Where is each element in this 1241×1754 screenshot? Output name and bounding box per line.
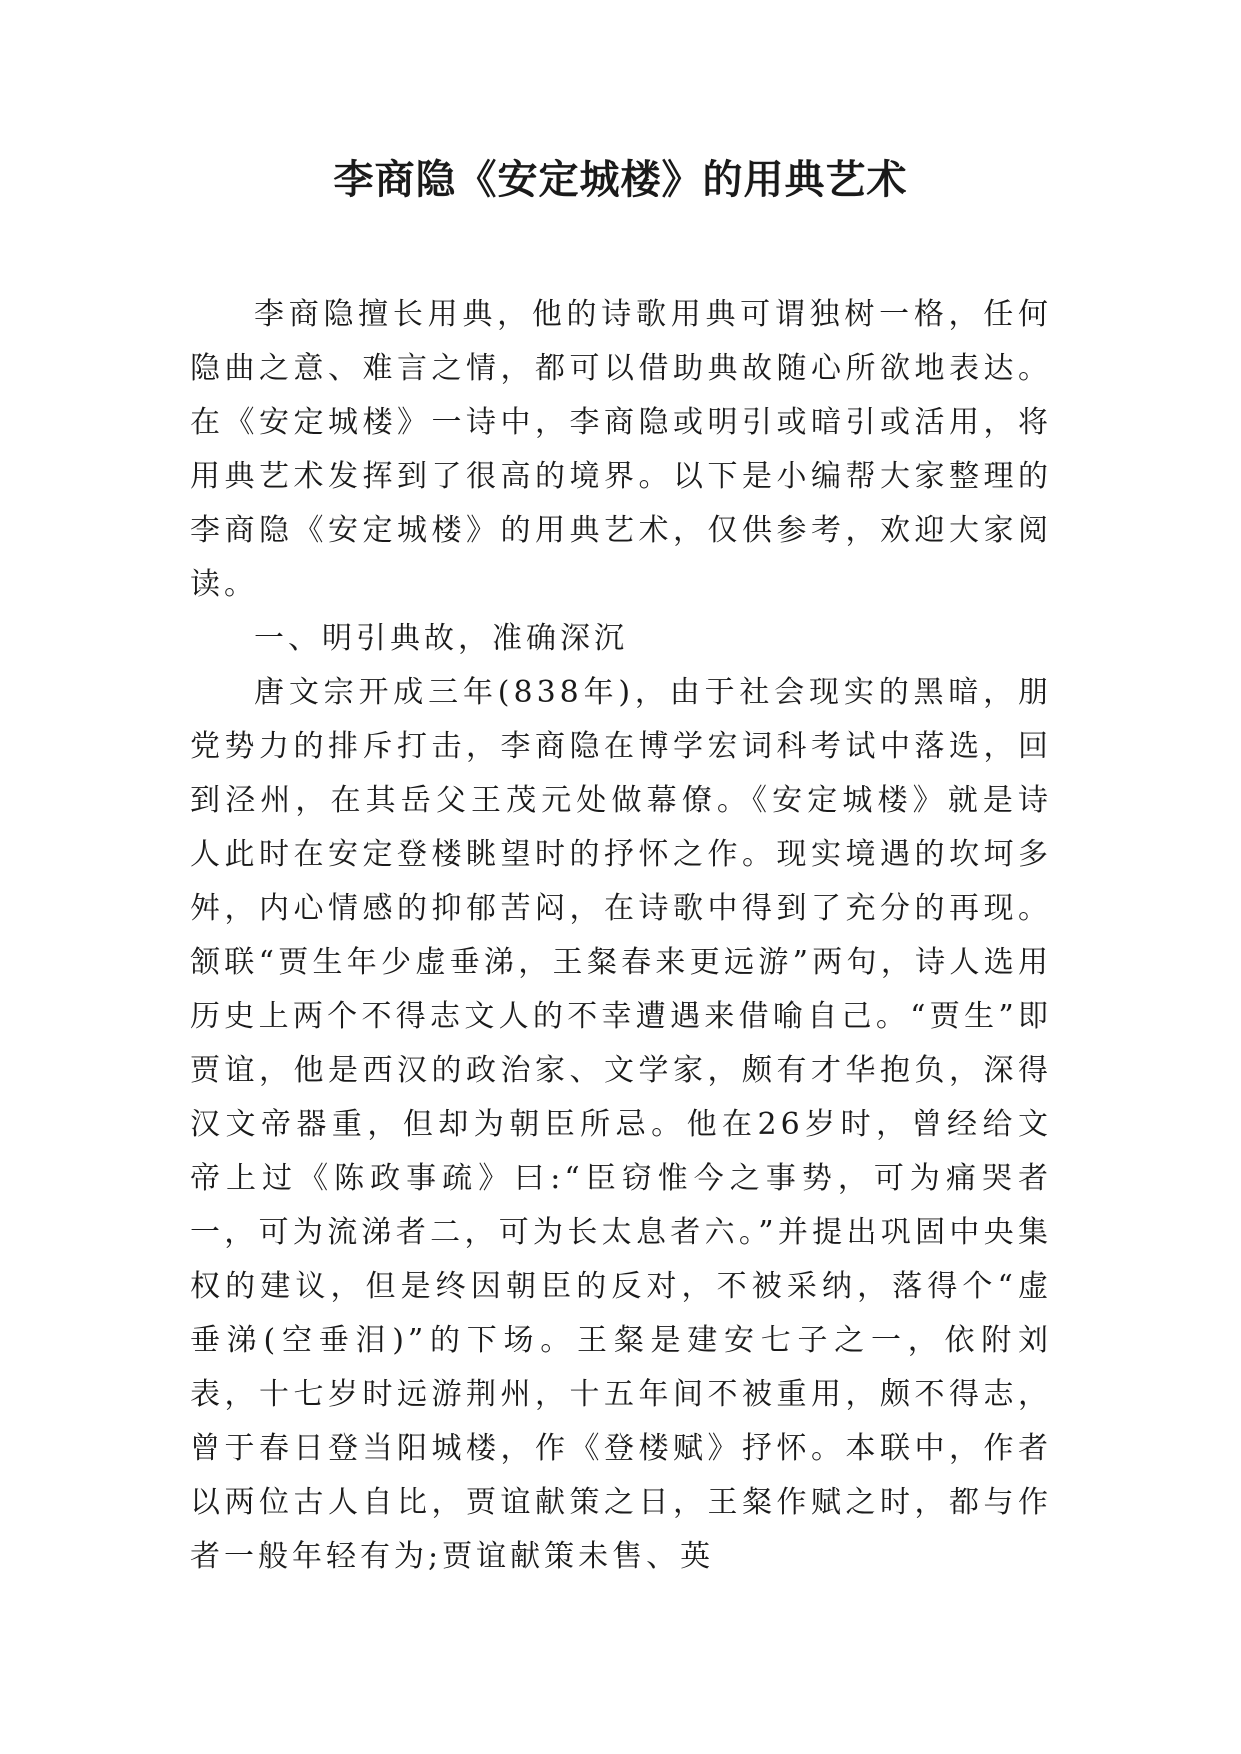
document-title: 李商隐《安定城楼》的用典艺术 [333,157,908,203]
section-heading: 一、明引典故，准确深沉 [254,621,628,656]
paragraph-body: 唐文宗开成三年(838年)，由于社会现实的黑暗，朋党势力的排斥打击，李商隐在博学宏词科考试中落选，回到泾州，在其岳父王茂元处做幕僚。《安定城楼》就是诗人此时在安定登楼眺望时的抒怀之作。现实境遇的坎坷多舛，内心情感的抑郁苦闷，在诗歌中得到了充分的再现。颔联“贾生年少虚垂涕，王粲春来更远游”两句，诗人选用历史上两个不得志文人的不幸遭遇来借喻自己。“贾生”即贾谊，他是西汉的政治家、文学家，颇有才华抱负，深得汉文帝器重，但却为朝臣所忌。他在26岁时，曾经给文帝上过《陈政事疏》曰:“臣窃惟今之事势，可为痛哭者一，可为流涕者二，可为长太息者六。”并提出巩固中央集权的建议，但是终因朝臣的反对，不被采纳，落得个“虚垂涕(空垂泪)”的下场。王粲是建安七子之一，依附刘表，十七岁时远游荆州，十五年间不被重用，颇不得志，曾于春日登当阳城楼，作《登楼赋》抒怀。本联中，作者以两位古人自比，贾谊献策之日，王粲作赋之时，都与作者一般年轻有为;贾谊献策未售、英 [190,675,1052,1574]
paragraph-intro: 李商隐擅长用典，他的诗歌用典可谓独树一格，任何隐曲之意、难言之情，都可以借助典故随心所欲地表达。在《安定城楼》一诗中，李商隐或明引或暗引或活用，将用典艺术发挥到了很高的境界。以下是小编帮大家整理的李商隐《安定城楼》的用典艺术，仅供参考，欢迎大家阅读。 [190,297,1052,602]
document-body [190,288,1052,1584]
